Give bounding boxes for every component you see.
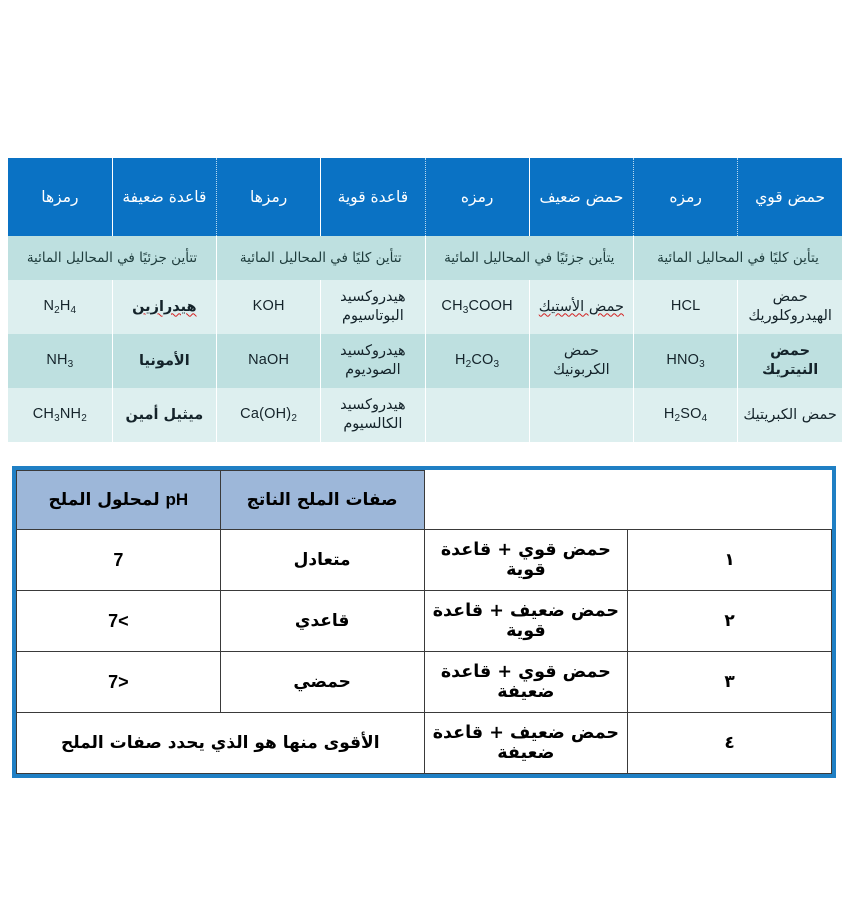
weak-acid-formula: $H_2CO_3$ bbox=[454, 351, 500, 370]
acids-bases-body bbox=[8, 236, 842, 442]
header-strong-base-symbol: رمزها bbox=[217, 158, 321, 236]
acids-and-bases-table bbox=[8, 158, 842, 442]
cell-weak-base-name bbox=[112, 280, 216, 334]
header-strong-acid-symbol: رمزه bbox=[634, 158, 738, 236]
cell-strong-acid-symbol bbox=[634, 280, 738, 334]
cell-strong-base-name bbox=[321, 280, 425, 334]
row-index: ٢ bbox=[628, 591, 832, 652]
salt-properties-table-frame bbox=[12, 466, 836, 778]
cell-strong-base-name bbox=[321, 334, 425, 388]
cell-weak-acid-symbol-empty bbox=[425, 388, 529, 442]
weak-acid-name-text: حمض الأستيك bbox=[538, 298, 624, 315]
salt-header-reaction-blank bbox=[424, 471, 832, 530]
weak-base-formula: $CH_3NH_2$ bbox=[32, 405, 87, 424]
strong-acid-name-text: حمض النيتريك bbox=[762, 343, 819, 378]
table-row bbox=[8, 280, 842, 334]
strong-acid-formula: $HNO_3$ bbox=[666, 351, 705, 370]
salt-table-body bbox=[17, 530, 832, 774]
cell-weak-acid-name-empty bbox=[529, 388, 633, 442]
cell-strong-base-symbol bbox=[217, 280, 321, 334]
cell-weak-acid-symbol bbox=[425, 280, 529, 334]
header-weak-acid: حمض ضعيف bbox=[529, 158, 633, 236]
cell-strong-acid-name bbox=[738, 388, 842, 442]
row-index: ٤ bbox=[628, 713, 832, 774]
weak-base-formula: $N_2H_4$ bbox=[43, 297, 77, 316]
cell-weak-acid-name bbox=[529, 280, 633, 334]
row-property: قاعدي bbox=[220, 591, 424, 652]
ionization-strong-acid: يتأين كليًا في المحاليل المائية bbox=[634, 236, 843, 280]
ionization-strong-base: تتأين كليًا في المحاليل المائية bbox=[217, 236, 426, 280]
table-row bbox=[17, 713, 832, 774]
header-weak-base: قاعدة ضعيفة bbox=[112, 158, 216, 236]
cell-strong-base-symbol bbox=[217, 334, 321, 388]
strong-acid-name-text: حمض الكبريتيك bbox=[743, 406, 837, 423]
header-weak-acid-symbol: رمزه bbox=[425, 158, 529, 236]
strong-acid-formula: $H_2SO_4$ bbox=[663, 405, 708, 424]
salt-header-properties: صفات الملح الناتج bbox=[220, 471, 424, 530]
cell-strong-acid-symbol bbox=[634, 334, 738, 388]
table-row bbox=[8, 334, 842, 388]
cell-strong-acid-name bbox=[738, 280, 842, 334]
cell-weak-base-symbol bbox=[8, 280, 112, 334]
ionization-row bbox=[8, 236, 842, 280]
ionization-weak-base: تتأين جزئيًا في المحاليل المائية bbox=[8, 236, 217, 280]
row-reaction: حمض قوي + قاعدة ضعيفة bbox=[424, 652, 628, 713]
cell-strong-acid-name bbox=[738, 334, 842, 388]
cell-weak-acid-symbol bbox=[425, 334, 529, 388]
header-strong-acid: حمض قوي bbox=[738, 158, 842, 236]
weak-base-name-text: ميثيل أمين bbox=[125, 406, 204, 423]
strong-acid-formula: HCL bbox=[670, 298, 701, 315]
header-weak-base-symbol: رمزها bbox=[8, 158, 112, 236]
ph-label-arabic: لمحلول الملح bbox=[48, 490, 166, 510]
row-reaction: حمض قوي + قاعدة قوية bbox=[424, 530, 628, 591]
row-reaction: حمض ضعيف + قاعدة ضعيفة bbox=[424, 713, 628, 774]
row-ph: 7> bbox=[17, 652, 221, 713]
strong-base-name-text: هيدروكسيد الكالسيوم bbox=[340, 397, 406, 432]
strong-base-formula: NaOH bbox=[248, 352, 290, 369]
strong-base-formula: KOH bbox=[252, 298, 285, 315]
weak-base-formula: $NH_3$ bbox=[46, 351, 74, 370]
ph-label-latin: pH bbox=[165, 490, 189, 509]
cell-weak-acid-name bbox=[529, 334, 633, 388]
row-property: حمضي bbox=[220, 652, 424, 713]
cell-strong-acid-symbol bbox=[634, 388, 738, 442]
weak-base-name-text: الأمونيا bbox=[139, 352, 190, 369]
row-ph: 7 bbox=[17, 530, 221, 591]
weak-acid-formula: $CH_3COOH$ bbox=[441, 297, 513, 316]
strong-base-name-text: هيدروكسيد الصوديوم bbox=[340, 343, 406, 378]
cell-weak-base-symbol bbox=[8, 388, 112, 442]
cell-weak-base-symbol bbox=[8, 334, 112, 388]
salt-properties-table bbox=[16, 470, 832, 774]
table-row bbox=[17, 652, 832, 713]
cell-weak-base-name bbox=[112, 388, 216, 442]
ionization-weak-acid: يتأين جزئيًا في المحاليل المائية bbox=[425, 236, 634, 280]
row-property: متعادل bbox=[220, 530, 424, 591]
cell-weak-base-name bbox=[112, 334, 216, 388]
weak-acid-name-text: حمض الكربونيك bbox=[553, 343, 610, 378]
row-index: ٣ bbox=[628, 652, 832, 713]
weak-base-name-text: هيدرازين bbox=[132, 298, 197, 315]
row-index: ١ bbox=[628, 530, 832, 591]
salt-table-header bbox=[17, 471, 832, 530]
salt-header-row bbox=[17, 471, 832, 530]
strong-acid-name-text: حمض الهيدروكلوريك bbox=[748, 289, 832, 324]
table-row bbox=[17, 591, 832, 652]
strong-base-formula: $Ca(OH)_2$ bbox=[240, 405, 298, 424]
table-row bbox=[17, 530, 832, 591]
cell-strong-base-name bbox=[321, 388, 425, 442]
acids-bases-header bbox=[8, 158, 842, 236]
salt-header-ph bbox=[17, 471, 221, 530]
row-reaction: حمض ضعيف + قاعدة قوية bbox=[424, 591, 628, 652]
table-row bbox=[8, 388, 842, 442]
strong-base-name-text: هيدروكسيد البوتاسيوم bbox=[340, 289, 406, 324]
row-ph: 7< bbox=[17, 591, 221, 652]
header-row bbox=[8, 158, 842, 236]
header-strong-base: قاعدة قوية bbox=[321, 158, 425, 236]
row-note: الأقوى منها هو الذي يحدد صفات الملح bbox=[17, 713, 425, 774]
cell-strong-base-symbol bbox=[217, 388, 321, 442]
